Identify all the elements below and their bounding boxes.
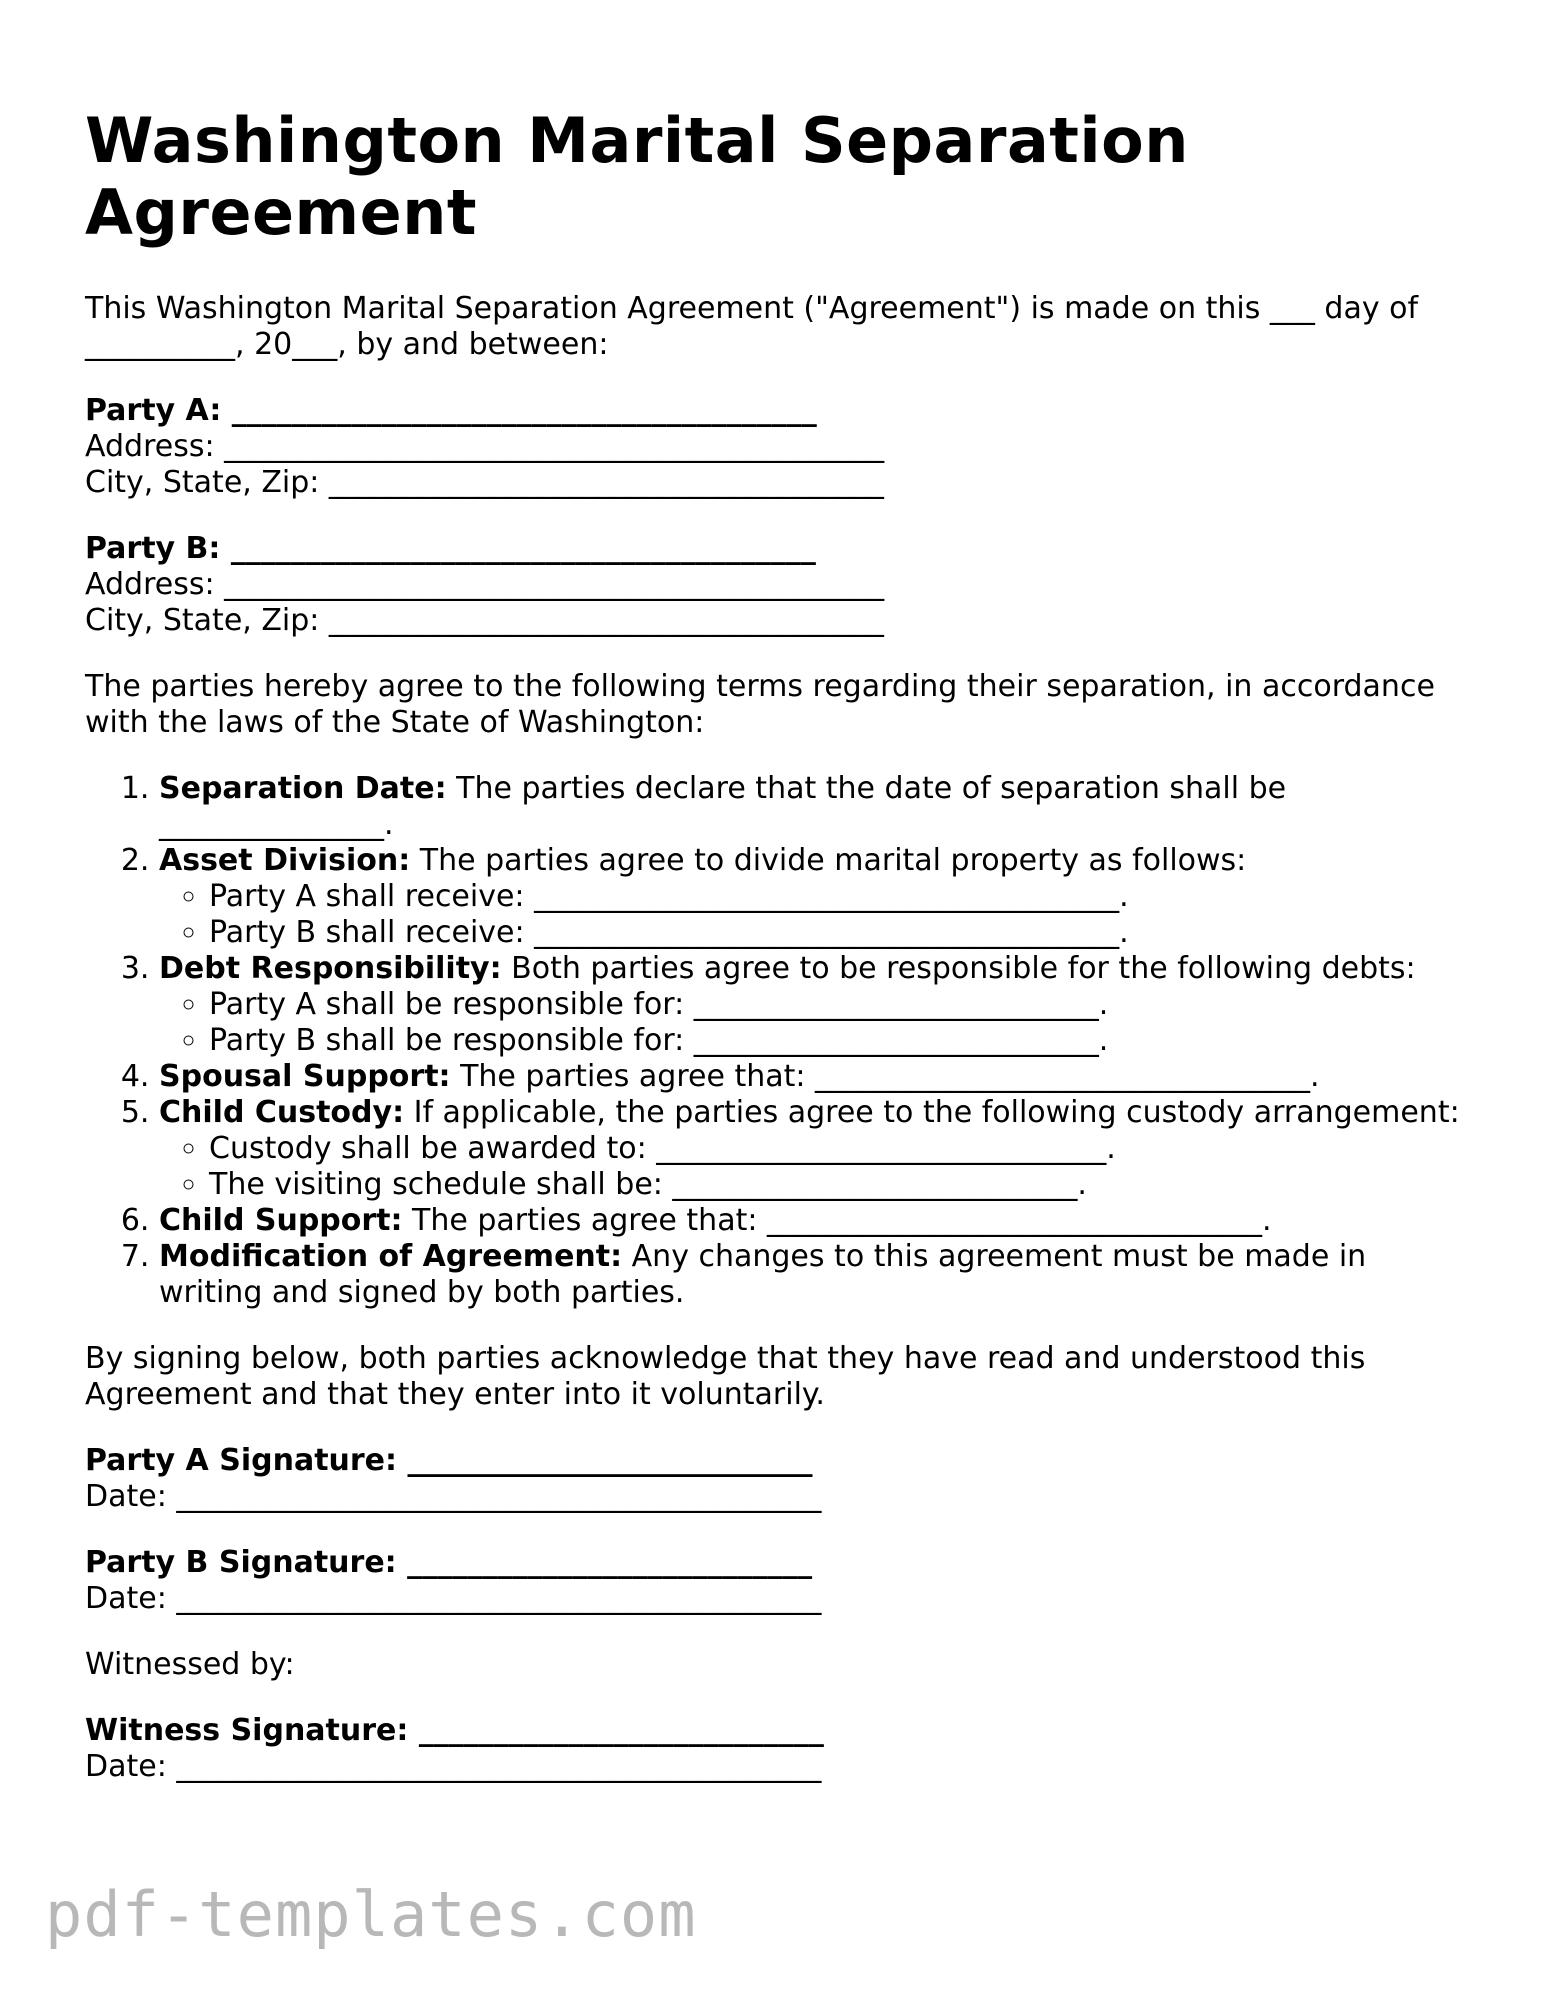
term-subitem: ◦ Party A shall be responsible for: ___________________________. (209, 987, 1465, 1023)
party-a-city-line: City, State, Zip: _____________________________________ (85, 465, 884, 500)
intro-paragraph: This Washington Marital Separation Agreement ("Agreement") is made on this ___ day of __________, 20___, by and between: (85, 291, 1419, 362)
witness-signature-line: Witness Signature: ___________________________ (85, 1713, 824, 1748)
term-child-support (159, 1203, 1465, 1239)
party-a-name-line: Party A: _______________________________________ (85, 393, 817, 428)
party-b-name-line: Party B: _______________________________________ (85, 531, 816, 566)
terms-list (85, 771, 1465, 1311)
term-label: Modification of Agreement: (159, 1239, 623, 1274)
party-a-signature-line: Party A Signature: ___________________________ (85, 1443, 813, 1478)
term-text: If applicable, the parties agree to the following custody arrangement: (404, 1095, 1460, 1130)
term-sublist (159, 987, 1465, 1059)
term-text: The parties agree that: _________________________________. (450, 1059, 1320, 1094)
party-b-signature-line: Party B Signature: ___________________________ (85, 1545, 813, 1580)
document-title: Washington Marital Separation Agreement (85, 104, 1189, 249)
term-subitem: ◦ Party B shall receive: _______________________________________. (209, 915, 1465, 951)
party-b-block (85, 531, 1465, 639)
term-subitem: ◦ Party B shall be responsible for: ___________________________. (209, 1023, 1465, 1059)
term-sublist (159, 1131, 1465, 1203)
term-subitem: ◦ Custody shall be awarded to: ______________________________. (209, 1131, 1465, 1167)
term-text: The parties agree that: _________________________________. (402, 1203, 1272, 1238)
witness-signature-block (85, 1713, 1465, 1785)
watermark: pdf-templates.com (45, 1878, 697, 1951)
document-page (85, 105, 1465, 1815)
term-label: Child Custody: (159, 1095, 405, 1130)
terms-intro-paragraph: The parties hereby agree to the following terms regarding their separation, in accordance with the laws of the State of Washington: (85, 669, 1435, 740)
party-b-city-line: City, State, Zip: _____________________________________ (85, 603, 884, 638)
term-text: The parties agree to divide marital property as follows: (410, 843, 1247, 878)
term-label: Asset Division: (159, 843, 411, 878)
party-a-block (85, 393, 1465, 501)
term-label: Spousal Support: (159, 1059, 451, 1094)
party-a-signature-block (85, 1443, 1465, 1515)
term-label: Separation Date: (159, 771, 447, 806)
term-spousal-support (159, 1059, 1465, 1095)
term-label: Debt Responsibility: (159, 951, 502, 986)
term-subitem: ◦ Party A shall receive: _______________________________________. (209, 879, 1465, 915)
term-subitem: ◦ The visiting schedule shall be: ___________________________. (209, 1167, 1465, 1203)
term-text: Any changes to this agreement must be made in writing and signed by both parties. (159, 1239, 1367, 1310)
term-separation-date (159, 771, 1465, 843)
term-label: Child Support: (159, 1203, 403, 1238)
term-text: Both parties agree to be responsible for the following debts: (501, 951, 1416, 986)
term-text: The parties declare that the date of separation shall be _______________. (159, 771, 1287, 842)
term-asset-division (159, 843, 1465, 951)
term-debt-responsibility (159, 951, 1465, 1059)
party-a-date-line: Date: ___________________________________________ (85, 1479, 822, 1514)
witness-date-line: Date: ___________________________________________ (85, 1749, 822, 1784)
party-a-address-line: Address: ____________________________________________ (85, 429, 885, 464)
term-child-custody (159, 1095, 1465, 1203)
party-b-address-line: Address: ____________________________________________ (85, 567, 885, 602)
party-b-signature-block (85, 1545, 1465, 1617)
party-b-date-line: Date: ___________________________________________ (85, 1581, 822, 1616)
term-sublist (159, 879, 1465, 951)
witnessed-by-label: Witnessed by: (85, 1647, 295, 1682)
acknowledgement-paragraph: By signing below, both parties acknowledge that they have read and understood this Agreement and that they enter into it voluntarily. (85, 1341, 1366, 1412)
term-modification (159, 1239, 1465, 1311)
